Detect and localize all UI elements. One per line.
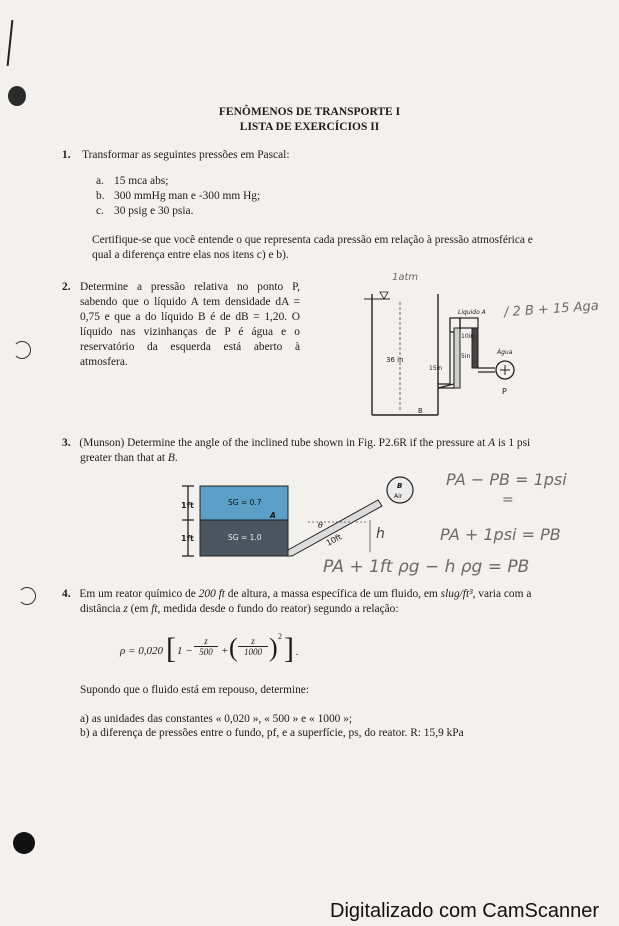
question-4-line-2 [80,602,399,617]
figure-label: B [397,482,403,490]
item-label: c. [96,205,104,217]
hole-punch-mark [13,832,35,854]
figure-label: 5in [461,353,471,360]
figure-label: Liquido A [458,309,486,316]
question-text: is 1 psi [495,437,531,449]
question-3 [62,436,530,451]
question-text: Em um reator químico de [79,588,199,600]
document-subtitle: LISTA DE EXERCÍCIOS II [239,121,380,133]
question-1 [62,148,289,163]
hole-punch-ring [18,587,36,605]
formula-paren-right: ) [269,633,278,662]
q2-line-6: atmosfera. [80,356,128,368]
question-text: z [123,603,128,615]
q2-line-5: reservatório da esquerda está aberto à [80,341,300,353]
question-text: ft [151,603,158,615]
question-number: 1. [62,149,71,161]
q1-item-a [96,174,168,189]
item-label: a. [96,175,104,187]
formula-denominator: 1000 [244,647,262,657]
question-number: 4. [62,588,71,600]
item-text: 15 mca abs; [114,175,169,187]
question-text: (em [127,603,152,615]
figure-label: 36 in [386,356,404,364]
formula-end: . [296,646,299,658]
point-label: B [167,452,175,464]
hole-punch-ring [13,341,31,359]
formula-paren-left: ( [229,633,238,662]
figure-label: B [418,407,423,415]
formula-lhs: ρ = 0,020 [120,645,163,657]
manometer-figure [360,272,619,422]
figure-label: h [376,526,385,542]
figure-label: SG = 0.7 [228,498,262,507]
question-text: greater than that at [80,452,168,464]
figure-label: SG = 1.0 [228,533,262,542]
formula-bracket-right: ] [284,632,294,665]
q1-item-b [96,189,260,204]
q2-line-2: sabendo que o líquido A tem densidade dA = [80,296,300,308]
q1-note-line-2: qual a diferença entre elas nos itens c) e b). [92,249,289,261]
formula-fraction-2 [238,636,268,657]
document-title: FENÔMENOS DE TRANSPORTE I [218,106,401,118]
question-text: slug/ft³ [440,588,473,600]
q4-item-a: a) as unidades das constantes « 0,020 », « 500 » e « 1000 »; [80,713,353,725]
figure-label: 15in [429,365,443,372]
q4-item-b: b) a diferença de pressões entre o fundo, pf, e a superfície, ps, do reator. R: 15,9 kPa [80,727,464,739]
hole-punch-mark [8,86,26,106]
handwritten-equation: PA + 1ft ρg − h ρg = PB [323,557,530,577]
handwritten-equation: = [502,492,514,508]
figure-label: Água [497,349,513,356]
question-number: 3. [62,437,71,449]
figure-label: 1ft [181,501,194,510]
inclined-tube-figure [178,474,418,564]
question-text: , varia com a [472,588,532,600]
q4-intro: Supondo que o fluido está em repouso, determine: [80,684,310,696]
question-text: de altura, a massa específica de um fluido, em [224,588,441,600]
question-text: Transformar as seguintes pressões em Pascal: [82,149,290,161]
question-text: distância [80,603,124,615]
formula-one: 1 − [177,645,193,657]
scan-edge-line [7,20,14,66]
camscanner-watermark: Digitalizado com CamScanner [330,900,600,922]
q2-line-1: Determine a pressão relativa no ponto P, [80,281,300,293]
formula-exponent: 2 [278,632,282,641]
formula-numerator: z [194,636,218,647]
figure-label: A [270,511,276,520]
handwritten-equation: PA + 1psi = PB [440,525,561,544]
figure-label: 1ft [181,534,194,543]
handwritten-note: / 2 B + 15 Aga [503,298,600,321]
question-3-line-2 [80,451,178,466]
question-2-number: 2. [62,281,71,293]
question-text: (Munson) Determine the angle of the inclined tube shown in Fig. P2.6R if the pressure at [79,437,489,449]
point-label: A [488,437,496,449]
q1-note-line-1: Certifique-se que você entende o que representa cada pressão em relação à pressão atmosférica e [92,234,533,246]
question-4 [62,587,531,602]
item-text: 30 psig e 30 psia. [114,205,194,217]
formula-plus: + [221,645,229,657]
q2-line-4: líquido nas vizinhanças de P é água e o [80,326,300,338]
formula-denominator: 500 [199,647,213,657]
q1-item-c [96,204,193,219]
q2-line-3: 0,75 e que a do líquido B é de dB = 1,20. O [80,311,300,323]
item-label: b. [96,190,105,202]
figure-label: 10in [461,333,475,340]
question-text: . [174,452,178,464]
figure-label: θ [318,521,323,530]
question-text: , medida desde o fundo do reator) segundo a relação: [157,603,399,615]
figure-label: Air [394,493,403,500]
formula-fraction-1 [194,636,218,657]
question-text: 200 ft [198,588,225,600]
item-text: 300 mmHg man e -300 mm Hg; [114,190,261,202]
formula-numerator: z [238,636,268,647]
figure-label: P [502,387,507,396]
figure-label: 10ft [324,532,344,548]
handwritten-equation: PA − PB = 1psi [446,470,567,489]
handwritten-note: 1atm [392,272,419,283]
formula-bracket-left: [ [166,632,176,665]
